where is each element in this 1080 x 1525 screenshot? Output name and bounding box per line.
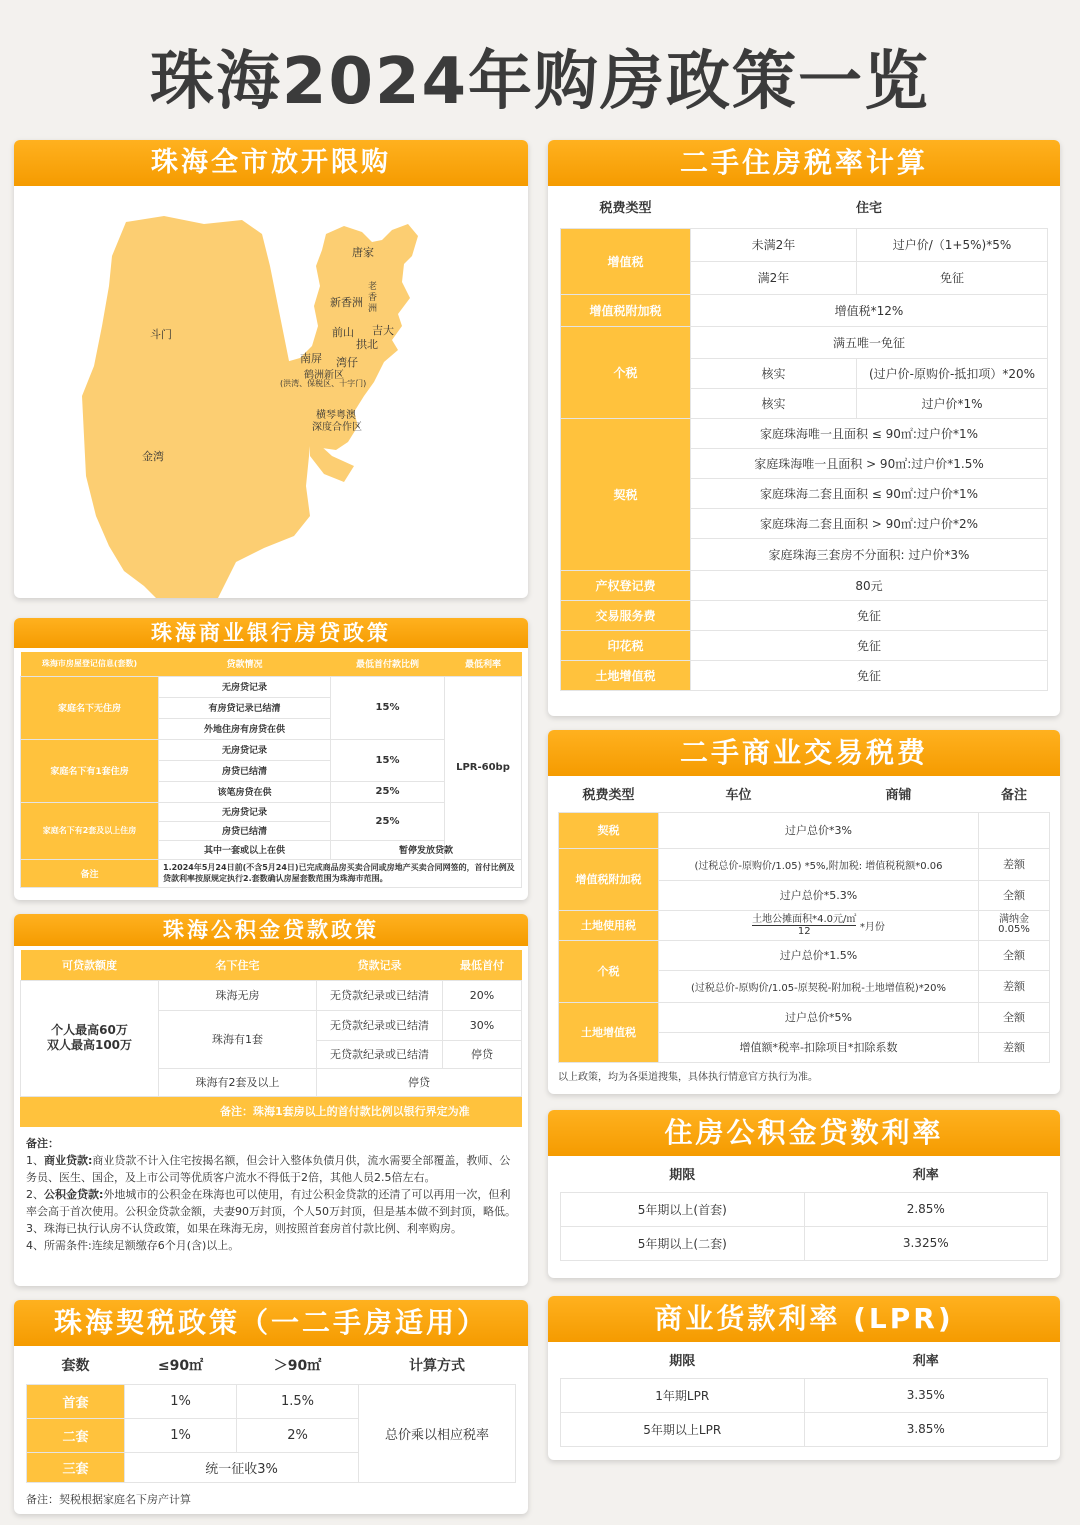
bank-g1-r1: 无房贷记录 [159,676,331,697]
fund-h2: 名下住宅 [215,958,260,972]
fund-limit-2: 双人最高100万 [46,1038,133,1052]
commercial-tax-title: 二手商业交易税费 [548,730,1060,776]
comm-deed-value: 过户总价*3% [659,812,979,848]
deed-tax-table [26,1346,516,1483]
deed-h3: ＞90㎡ [273,1357,322,1374]
bank-note-text: 1.2024年5月24日前(不含5月24日)已完成商品房买卖合同或房地产买卖合同网签的，首付比例及贷款利率按原规定执行2.套数确认房屋套数范围为珠海市范围。 [159,859,522,887]
fund-r2-home: 珠海有1套 [159,1010,317,1068]
resale-other-label-2: 交易服务费 [561,600,691,630]
bank-g1-r3: 外地住房有房贷在供 [159,718,331,739]
commercial-tax-table [558,776,1050,1063]
comm-landuse-suffix: *月份 [859,921,885,933]
map-label-hengzhou-sub: (洪湾、保税区、十字门) [280,379,367,388]
deed-r1-a: 1% [125,1384,237,1418]
comm-vatadd-label: 增值税附加税 [559,848,659,910]
bank-note-label: 备注 [21,859,159,887]
fund-r1-record: 无贷款纪录或已结清 [317,980,443,1010]
comm-deed-label: 契税 [559,812,659,848]
resale-pit-r2a: 核实 [691,358,857,388]
comm-landuse-formula [659,910,979,940]
fund-note-2: 2、公积金贷款:外地城市的公积金在珠海也可以使用，有过公积金贷款的还清了可以再用一次，但利率会高于首次使用。公积金贷款金额，夫妻90万封顶，个人50万封顶，但是基本做不到封顶，略低。 [26,1187,516,1218]
comm-pit-r2-note: 差额 [979,970,1050,1002]
comm-deed-note [979,812,1050,848]
lpr-r2-term: 5年期以上LPR [561,1412,805,1446]
bank-g2-r3: 该笔房贷在供 [159,781,331,802]
map-label-hengzhou: 鹤洲新区 [304,370,344,381]
resale-pit-r1: 满五唯一免征 [691,326,1048,358]
fund-notes [14,1127,528,1254]
page-title: 珠海2024年购房政策一览 [149,45,931,119]
lpr-card [548,1296,1060,1460]
fund-r1-home: 珠海无房 [159,980,317,1010]
map-label-qianshan: 前山 [332,326,354,339]
map-label-gongbei: 拱北 [356,338,378,351]
lpr-h1: 期限 [669,1354,696,1370]
bank-rate: LPR-60bp [445,676,522,859]
deed-note: 备注：契税根据家庭名下房产计算 [26,1492,191,1506]
resale-other-value-4: 免征 [691,660,1048,690]
comm-vatadd-r1: (过税总价-原购价/1.05) *5%,附加税: 增值税税额*0.06 [659,848,979,880]
fund-rate-r1-rate: 2.85% [804,1192,1048,1226]
resale-other-label-1: 产权登记费 [561,570,691,600]
fund-footer: 备注：珠海1套房以上的首付款比例以银行界定为准 [20,1097,522,1127]
fund-r2a-record: 无贷款纪录或已结清 [317,1010,443,1040]
fund-loan-title: 珠海公积金贷款政策 [14,914,528,946]
fund-rate-r2-rate: 3.325% [804,1226,1048,1260]
lpr-r1-rate: 3.35% [804,1378,1048,1412]
resale-vat-r2b: 免征 [857,261,1048,294]
comm-h1: 税费类型 [582,788,635,804]
fund-h4: 最低首付 [460,958,504,972]
fund-rate-r2-term: 5年期以上(二套) [561,1226,805,1260]
fund-h3: 贷款记录 [357,958,402,972]
resale-other-label-4: 土地增值税 [561,660,691,690]
deed-r3-label: 三套 [27,1452,125,1482]
comm-pit-r1-note: 全额 [979,940,1050,970]
deed-tax-card [14,1300,528,1514]
map-label-doumen: 斗门 [150,328,172,341]
fund-loan-card [14,914,528,1286]
lpr-title: 商业货款利率 (LPR) [548,1296,1060,1342]
resale-deed-r1: 家庭珠海唯一且面积 ≤ 90㎡:过户价*1% [691,418,1048,448]
fund-note-4: 4、所需条件:连续足额缴存6个月(含)以上。 [26,1238,240,1252]
bank-g2-label: 家庭名下有1套住房 [21,739,159,802]
resale-tax-card [548,140,1060,716]
fund-rate-card [548,1110,1060,1278]
fund-note-3: 3、珠海已执行认房不认贷政策，如果在珠海无房，则按照首套房首付款比例、利率购房。 [26,1221,462,1235]
map-label-laoxiangzhou: 老香洲 [368,282,378,314]
resale-vat-r1b: 过户价/（1+5%)*5% [857,228,1048,261]
deed-r2-a: 1% [125,1418,237,1452]
map-label-jida: 吉大 [372,324,394,337]
lpr-r1-term: 1年期LPR [561,1378,805,1412]
lpr-r2-rate: 3.85% [804,1412,1048,1446]
bank-g3-r1: 无房贷记录 [159,802,331,821]
fund-notes-title: 备注： [26,1136,59,1150]
fund-rate-title: 住房公积金贷数利率 [548,1110,1060,1156]
bank-h3: 最低首付款比例 [355,660,419,671]
comm-pit-r1: 过户总价*1.5% [659,940,979,970]
comm-landuse-note: 满纳金 0.05% [979,910,1050,940]
deed-h4: 计算方式 [409,1357,465,1374]
fund-r1-down: 20% [443,980,522,1010]
comm-lat-label: 土地增值税 [559,1002,659,1062]
comm-lat-r2: 增值额*税率-扣除项目*扣除系数 [659,1032,979,1062]
comm-lat-r2-note: 差额 [979,1032,1050,1062]
bank-g3-stop: 暂停发放贷款 [331,840,522,859]
resale-h2: 住宅 [855,201,882,217]
bank-g1-label: 家庭名下无住房 [21,676,159,739]
bank-g2-r1: 无房贷记录 [159,739,331,760]
bank-h2: 贷款情况 [226,660,263,671]
bank-loan-table [20,652,522,888]
deed-r1-label: 首套 [27,1384,125,1418]
resale-pit-r3a: 核实 [691,388,857,418]
resale-other-value-2: 免征 [691,600,1048,630]
deed-r2-label: 二套 [27,1418,125,1452]
resale-pit-label: 个税 [561,326,691,418]
bank-g1-ratio: 15% [331,676,445,739]
comm-lat-r1-note: 全额 [979,1002,1050,1032]
comm-vatadd-r2-note: 全额 [979,880,1050,910]
resale-other-value-1: 80元 [691,570,1048,600]
commercial-tax-card [548,730,1060,1094]
map-label-wanzai: 湾仔 [336,356,358,369]
deed-h2: ≤90㎡ [157,1357,204,1374]
resale-deed-r5: 家庭珠海三套房不分面积: 过户价*3% [691,538,1048,570]
bank-loan-title: 珠海商业银行房贷政策 [14,618,528,648]
map-label-xinxiangzhou: 新香洲 [330,296,363,309]
bank-g3-r3: 其中一套或以上在供 [159,840,331,859]
bank-g3-label: 家庭名下有2套及以上住房 [21,802,159,859]
resale-h1: 税费类型 [599,201,652,217]
bank-h4: 最低利率 [464,660,501,671]
resale-vat-r2a: 满2年 [691,261,857,294]
resale-deed-label: 契税 [561,418,691,570]
fund-r3-home: 珠海有2套及以上 [159,1068,317,1096]
resale-vat-label: 增值税 [561,228,691,294]
map-label-jinwan: 金湾 [142,450,164,463]
bank-loan-card [14,618,528,900]
map-card [14,140,528,598]
comm-vatadd-r1-note: 差额 [979,848,1050,880]
comm-pit-label: 个税 [559,940,659,1002]
deed-h1: 套数 [61,1357,90,1374]
resale-pit-r3b: 过户价*1% [857,388,1048,418]
fund-r2a-down: 30% [443,1010,522,1040]
fund-loan-table [20,950,522,1097]
fund-note-1: 1、商业贷款:商业贷款不计入住宅按揭名额，但会计入整体负债月供，流水需要全部覆盖，教师、公务员、医生、国企，及上市公司等优质客户流水不得低于2倍，其他人员2.5倍左右。 [26,1153,511,1184]
comm-footer: 以上政策，均为各渠道搜集，具体执行情意官方执行为准。 [558,1071,818,1083]
map-label-nanping: 南屏 [300,352,322,365]
comm-pit-r2: (过税总价-原购价/1.05-原契税-附加税-土地增值税)*20% [659,970,979,1002]
fund-r2b-record: 无贷款纪录或已结清 [317,1040,443,1068]
deed-tax-title: 珠海契税政策（一二手房适用） [14,1300,528,1346]
lpr-h2: 利率 [912,1354,939,1370]
deed-r1-b: 1.5% [237,1384,359,1418]
bank-g2-ratio-b: 25% [331,781,445,802]
resale-deed-r2: 家庭珠海唯一且面积 > 90㎡:过户价*1.5% [691,448,1048,478]
bank-h1: 珠海市房屋登记信息(套数) [41,659,138,669]
fund-rate-h1: 期限 [669,1168,696,1184]
fund-rate-table [560,1156,1048,1261]
resale-deed-r4: 家庭珠海二套且面积 > 90㎡:过户价*2% [691,508,1048,538]
comm-landuse-den: 12 [797,925,811,937]
map-label-hengqin: 横琴粤澳 [316,410,356,421]
resale-tax-title: 二手住房税率计算 [548,140,1060,186]
resale-pit-r2b: (过户价-原购价-抵扣项）*20% [857,358,1048,388]
bank-g2-ratio-a: 15% [331,739,445,781]
fund-rate-r1-term: 5年期以上(首套) [561,1192,805,1226]
fund-limit [21,980,159,1096]
comm-vatadd-r2: 过户总价*5.3% [659,880,979,910]
lpr-table [560,1342,1048,1447]
deed-r2-b: 2% [237,1418,359,1452]
resale-deed-r3: 家庭珠海二套且面积 ≤ 90㎡:过户价*1% [691,478,1048,508]
bank-g3-ratio: 25% [331,802,445,840]
resale-vatadd-label: 增值税附加税 [561,294,691,326]
map-card-title: 珠海全市放开限购 [14,140,528,186]
fund-r2b-down: 停贷 [443,1040,522,1068]
resale-other-label-3: 印花税 [561,630,691,660]
fund-rate-h2: 利率 [912,1168,939,1184]
fund-r3-down: 停贷 [317,1068,522,1096]
comm-h2: 车位 [725,788,752,804]
resale-tax-table [560,186,1048,691]
resale-vat-r1a: 未满2年 [691,228,857,261]
resale-vatadd-value: 增值税*12% [691,294,1048,326]
comm-landuse-num: 土地公摊面积*4.0元/㎡ [752,913,857,925]
comm-h3: 商铺 [885,788,912,804]
bank-g3-r2: 房贷已结清 [159,821,331,840]
map-label-hengqin2: 深度合作区 [312,422,362,433]
comm-lat-r1: 过户总价*5% [659,1002,979,1032]
fund-h1: 可贷款额度 [62,958,117,972]
map-label-tangjia: 唐家 [352,246,374,259]
comm-landuse-label: 土地使用税 [559,910,659,940]
deed-method: 总价乘以相应税率 [359,1384,516,1482]
fund-limit-1: 个人最高60万 [51,1023,128,1037]
bank-g2-r2: 房贷已结清 [159,760,331,781]
resale-other-value-3: 免征 [691,630,1048,660]
comm-h4: 备注 [1000,788,1027,804]
bank-g1-r2: 有房贷记录已结清 [159,697,331,718]
deed-r3-merged: 统一征收3% [125,1452,359,1482]
